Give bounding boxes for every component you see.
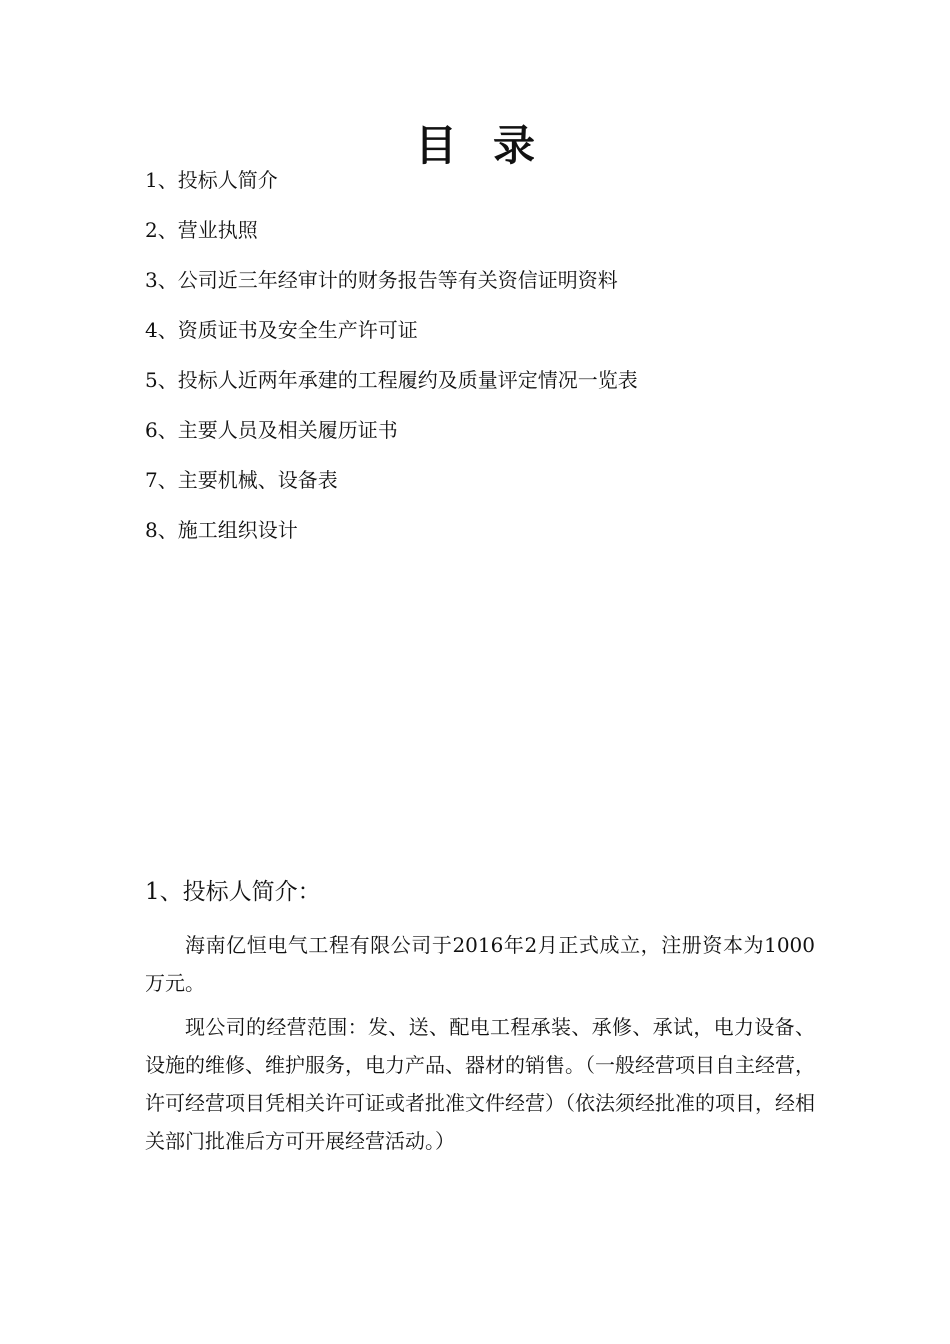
section-heading: 1、投标人简介：	[145, 879, 321, 905]
toc-item: 2、营业执照	[145, 218, 258, 242]
bidder-intro-section	[145, 874, 815, 1166]
toc-item: 6、主要人员及相关履历证书	[145, 418, 398, 442]
paragraph-registration: 海南亿恒电气工程有限公司于2016年2月正式成立，注册资本为1000万元。	[145, 933, 815, 995]
toc-title: 目录	[414, 121, 571, 170]
toc-item: 7、主要机械、设备表	[145, 468, 338, 492]
toc-item: 3、公司近三年经审计的财务报告等有关资信证明资料	[145, 268, 618, 292]
paragraph-business-scope: 现公司的经营范围：发、送、配电工程承装、承修、承试，电力设备、设施的维修、维护服务，电力产品、器材的销售。（一般经营项目自主经营，许可经营项目凭相关许可证或者批准文件经营）（依法须经批准的项目，经相关部门批准后方可开展经营活动。）	[145, 1015, 815, 1153]
toc-list	[145, 164, 845, 564]
toc-item: 4、资质证书及安全生产许可证	[145, 318, 418, 342]
toc-item: 8、施工组织设计	[145, 518, 298, 542]
toc-item: 1、投标人简介	[145, 168, 278, 192]
toc-item: 5、投标人近两年承建的工程履约及质量评定情况一览表	[145, 368, 638, 392]
